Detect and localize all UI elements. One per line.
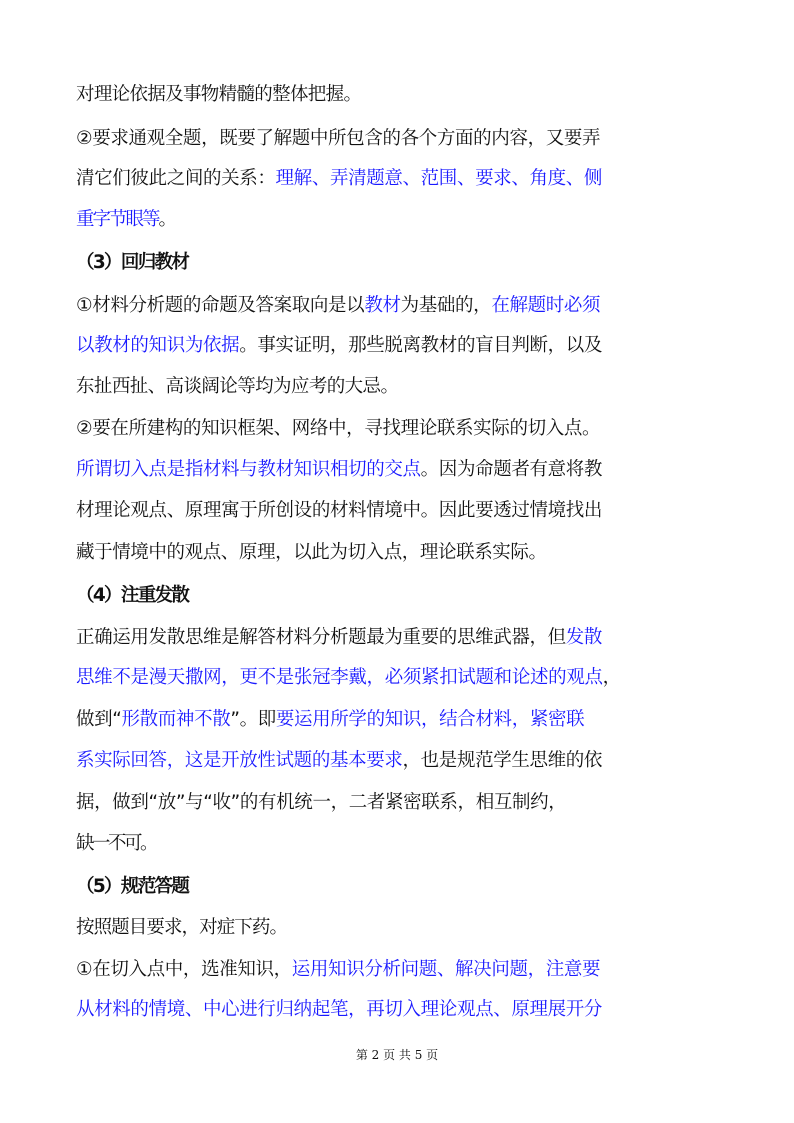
text-line: 东扯西扯、高谈阔论等均为应考的大忌。 bbox=[76, 376, 399, 397]
text-line: 据，做到“放”与“收”的有机统一，二者紧密联系，相互制约， bbox=[76, 792, 567, 813]
page-footer: 第 2 页 共 5 页 bbox=[355, 1048, 439, 1062]
text-line: 从材料的情境、中心进行归纳起笔，再切入理论观点、原理展开分 bbox=[76, 999, 603, 1020]
text-line: 清它们彼此之间的关系：理解、弄清题意、范围、要求、角度、侧 bbox=[76, 168, 603, 189]
highlight-text: 理解、弄清题意、范围、要求、角度、侧 bbox=[275, 168, 603, 189]
section-heading: （5）规范答题 bbox=[76, 876, 189, 897]
text-line: 重字节眼等。 bbox=[76, 209, 176, 230]
text-line: 材理论观点、原理寓于所创设的材料情境中。因此要透过情境找出 bbox=[76, 500, 603, 521]
text-line: ①材料分析题的命题及答案取向是以教材为基础的，在解题时必须 bbox=[76, 295, 601, 316]
highlight-text: 所谓切入点是指材料与教材知识相切的交点 bbox=[76, 459, 421, 480]
highlight-text: 要运用所学的知识，结合材料，紧密联 bbox=[275, 709, 585, 730]
text-line: 做到“形散而神不散”。即要运用所学的知识，结合材料，紧密联 bbox=[76, 709, 585, 730]
section-heading: （4）注重发散 bbox=[76, 585, 189, 606]
text-line: 按照题目要求，对症下药。 bbox=[76, 917, 288, 938]
section-heading: （3）回归教材 bbox=[76, 252, 189, 273]
text-line: 藏于情境中的观点、原理，以此为切入点，理论联系实际。 bbox=[76, 542, 547, 563]
highlight-text: 以教材的知识为依据 bbox=[76, 335, 240, 356]
text-line: 正确运用发散思维是解答材料分析题最为重要的思维武器，但发散 bbox=[76, 627, 603, 648]
highlight-text: 教材 bbox=[364, 295, 401, 316]
highlight-text: 发散 bbox=[565, 627, 603, 648]
text-line: ②要在所建构的知识框架、网络中，寻找理论联系实际的切入点。 bbox=[76, 418, 601, 439]
text-line: 思维不是漫天撒网，更不是张冠李戴，必须紧扣试题和论述的观点， bbox=[76, 667, 621, 688]
text-line: 系实际回答，这是开放性试题的基本要求，也是规范学生思维的依 bbox=[76, 750, 603, 771]
text-line: 以教材的知识为依据。事实证明，那些脱离教材的盲目判断，以及 bbox=[76, 335, 603, 356]
text-line: 所谓切入点是指材料与教材知识相切的交点。因为命题者有意将教 bbox=[76, 459, 603, 480]
text-line: ②要求通观全题，既要了解题中所包含的各个方面的内容，又要弄 bbox=[76, 128, 601, 149]
highlight-text: 系实际回答，这是开放性试题的基本要求 bbox=[76, 750, 403, 771]
highlight-text: 重字节眼等 bbox=[76, 209, 159, 230]
highlight-text: 在解题时必须 bbox=[491, 295, 601, 316]
highlight-text: 运用知识分析问题、解决问题，注意要 bbox=[291, 959, 601, 980]
text-line: 缺一不可。 bbox=[76, 833, 157, 854]
highlight-text: 形散而神不散 bbox=[121, 709, 231, 730]
text-line: 对理论依据及事物精髓的整体把握。 bbox=[76, 84, 362, 105]
text-line: ①在切入点中，选准知识，运用知识分析问题、解决问题，注意要 bbox=[76, 959, 601, 980]
highlight-text: 思维不是漫天撒网，更不是张冠李戴，必须紧扣试题和论述的观点 bbox=[76, 667, 603, 688]
